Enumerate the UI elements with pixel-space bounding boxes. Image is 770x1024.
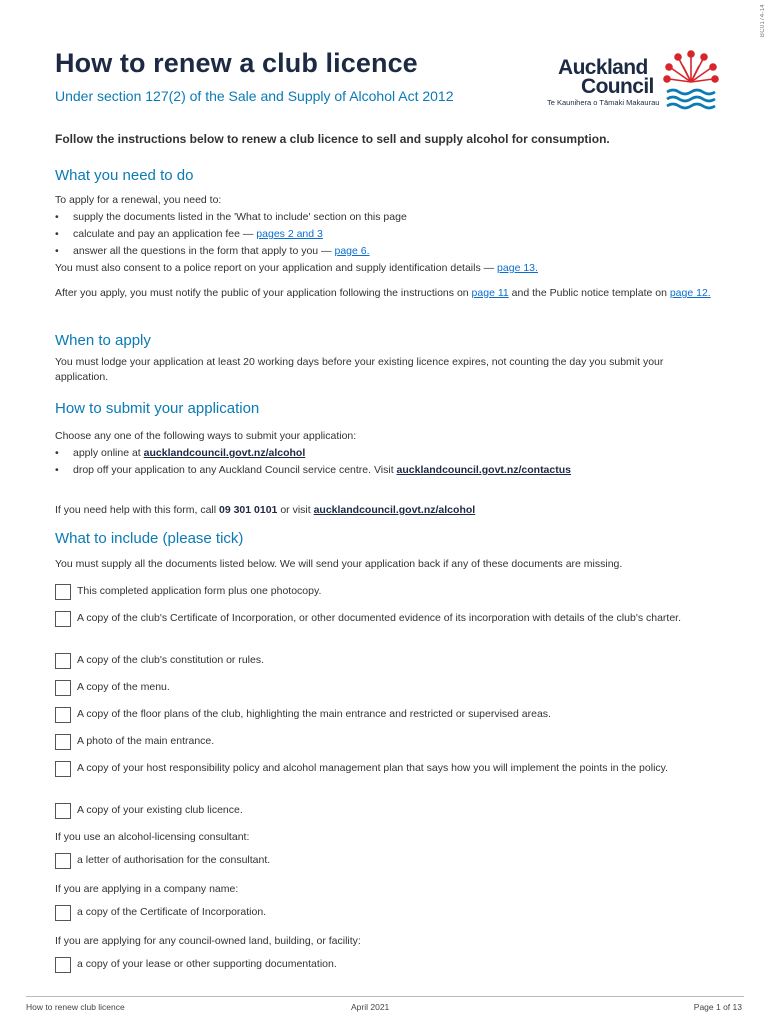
checkbox[interactable]: [55, 584, 71, 600]
checkbox[interactable]: [55, 734, 71, 750]
checklist-item-company-certificate: a copy of the Certificate of Incorporation.: [55, 905, 695, 920]
intro-statement: Follow the instructions below to renew a club licence to sell and supply alcohol for consumption.: [55, 132, 610, 146]
council-land-lead: If you are applying for any council-owned land, building, or facility:: [55, 935, 361, 947]
list-item: • answer all the questions in the form that apply to you — page 6.: [55, 243, 715, 260]
checkbox[interactable]: [55, 853, 71, 869]
checklist-item-menu: A copy of the menu.: [55, 680, 695, 695]
section-heading-what-to-include: What to include (please tick): [55, 530, 244, 547]
when-to-apply-text: You must lodge your application at least 20 working days before your existing licence expires, not counting the day you submit your application.: [55, 356, 664, 383]
list-item: • apply online at aucklandcouncil.govt.nz/alcohol: [55, 445, 715, 462]
checklist-item-lease: a copy of your lease or other supporting documentation.: [55, 957, 695, 972]
footer-doc-name: How to renew club licence: [26, 1002, 125, 1012]
link-apply-online[interactable]: aucklandcouncil.govt.nz/alcohol: [143, 447, 306, 459]
consultant-lead: If you use an alcohol-licensing consultant:: [55, 831, 250, 843]
checkbox[interactable]: [55, 680, 71, 696]
link-help-alcohol[interactable]: aucklandcouncil.govt.nz/alcohol: [313, 504, 476, 516]
checklist-item-host-responsibility: A copy of your host responsibility policy and alcohol management plan that says how you will implement the points in the policy.: [55, 761, 695, 776]
page-title: How to renew a club licence: [55, 48, 418, 78]
checkbox[interactable]: [55, 905, 71, 921]
document-code: BC0174-14: [760, 4, 766, 38]
how-to-submit-lead: Choose any one of the following ways to submit your application:: [55, 430, 357, 442]
checkbox[interactable]: [55, 707, 71, 723]
checklist-item-photo-entrance: A photo of the main entrance.: [55, 734, 695, 749]
page-subtitle: Under section 127(2) of the Sale and Supply of Alcohol Act 2012: [55, 88, 454, 104]
logo-tagline: Te Kaunihera o Tāmaki Makaurau: [547, 98, 660, 107]
checklist-item-certificate-incorporation: A copy of the club's Certificate of Incorporation, or other documented evidence of its incorporation with details of the club's charter.: [55, 611, 695, 626]
consent-text: You must also consent to a police report on your application and supply identification details — page 13.: [55, 262, 538, 274]
auckland-council-logo: [545, 48, 720, 112]
checklist-item-existing-licence: A copy of your existing club licence.: [55, 803, 695, 818]
footer-divider: [26, 996, 744, 997]
section-heading-what-you-need: What you need to do: [55, 167, 194, 184]
what-to-include-lead: You must supply all the documents listed below. We will send your application back if any of these documents are missing.: [55, 558, 623, 570]
help-text: If you need help with this form, call 09 301 0101 or visit aucklandcouncil.govt.nz/alcohol: [55, 504, 476, 516]
checklist-item-constitution: A copy of the club's constitution or rules.: [55, 653, 695, 668]
link-contact-us[interactable]: aucklandcouncil.govt.nz/contactus: [396, 464, 571, 476]
footer-page-number: Page 1 of 13: [693, 1002, 742, 1012]
list-item: • drop off your application to any Auckland Council service centre. Visit aucklandcouncil.govt.nz/contactus: [55, 462, 715, 479]
how-to-submit-block: [55, 428, 715, 479]
what-you-need-block: [55, 192, 715, 277]
checkbox[interactable]: [55, 803, 71, 819]
company-lead: If you are applying in a company name:: [55, 883, 239, 895]
link-page-6[interactable]: page 6.: [334, 245, 370, 257]
section-heading-how-to-submit: How to submit your application: [55, 400, 260, 417]
checkbox[interactable]: [55, 761, 71, 777]
checklist-item-consultant-letter: a letter of authorisation for the consultant.: [55, 853, 695, 868]
help-phone-number: 09 301 0101: [219, 504, 278, 516]
list-item: • supply the documents listed in the 'What to include' section on this page: [55, 209, 715, 226]
checkbox[interactable]: [55, 611, 71, 627]
what-you-need-lead: To apply for a renewal, you need to:: [55, 194, 222, 206]
checkbox[interactable]: [55, 957, 71, 973]
logo-word-auckland: Auckland: [558, 56, 648, 79]
checkbox[interactable]: [55, 653, 71, 669]
section-heading-when-to-apply: When to apply: [55, 332, 151, 349]
list-item: • calculate and pay an application fee — pages 2 and 3: [55, 226, 715, 243]
checklist-item-application-form: This completed application form plus one photocopy.: [55, 584, 695, 599]
pohutukawa-flower-icon: [663, 48, 719, 110]
link-page-13[interactable]: page 13.: [497, 262, 538, 274]
logo-word-council: Council: [581, 75, 654, 98]
link-page-12[interactable]: page 12.: [669, 287, 711, 299]
after-apply-text: After you apply, you must notify the public of your application following the instructions on page 11 and the Public notice template on page 12.: [55, 287, 711, 299]
footer-date: April 2021: [351, 1002, 390, 1012]
link-pages-2-3[interactable]: pages 2 and 3: [256, 228, 323, 240]
checklist-item-floor-plans: A copy of the floor plans of the club, highlighting the main entrance and restricted or supervised areas.: [55, 707, 695, 722]
link-page-11[interactable]: page 11: [471, 287, 509, 299]
